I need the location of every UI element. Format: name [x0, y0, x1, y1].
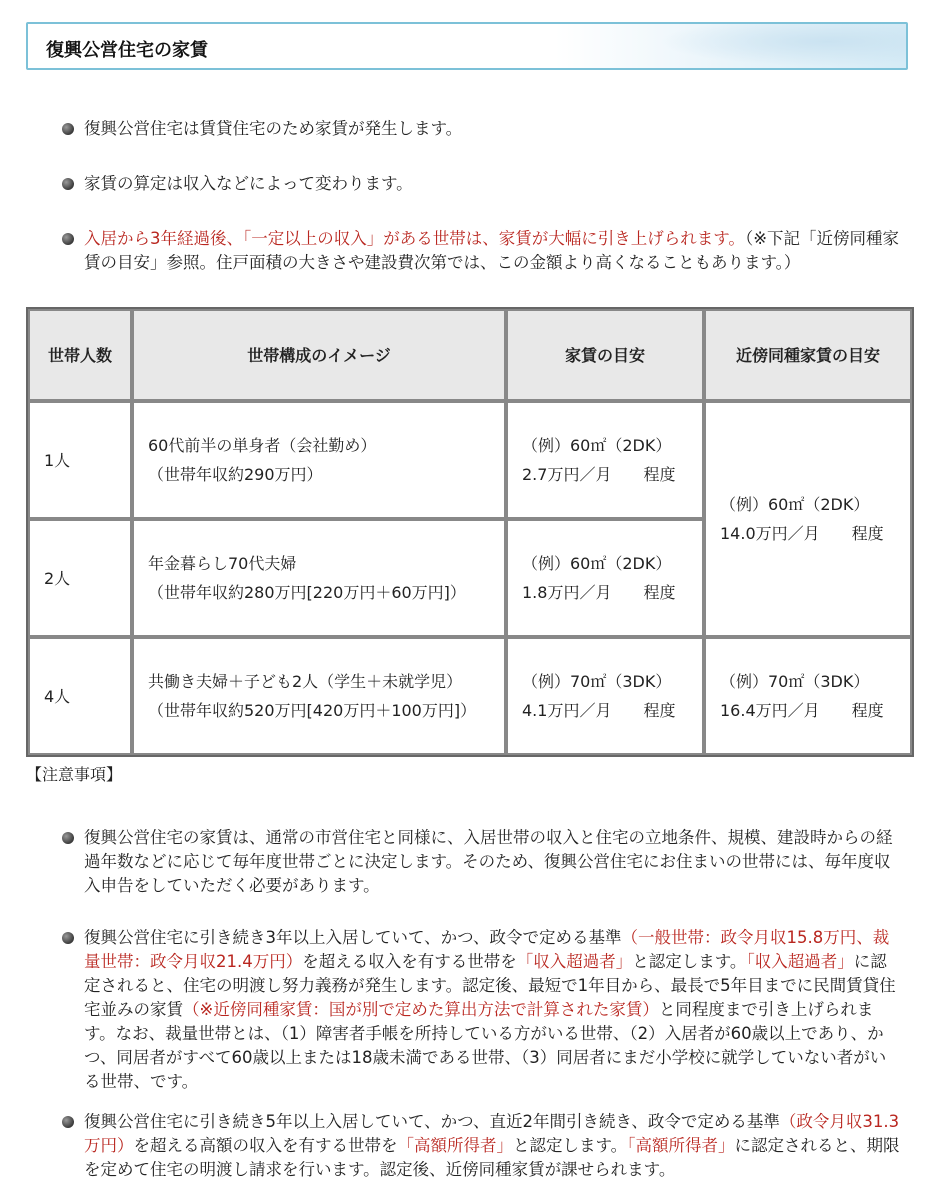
table-row	[28, 401, 912, 519]
table-row	[28, 637, 912, 755]
section-title-box	[26, 22, 908, 70]
intro-bullet-text	[84, 227, 902, 275]
highlight-text: （※近傍同種家賃：国が別で定めた算出方法で計算された家賃）	[183, 1000, 659, 1019]
table-header-row	[28, 309, 912, 401]
header-rent: 家賃の目安	[506, 309, 704, 401]
bullet-icon	[62, 932, 74, 944]
income-text: （世帯年収約290万円）	[148, 465, 323, 484]
body-text: と認定します。	[513, 1136, 628, 1155]
cell-rent: （例）60㎡（2DK）2.7万円／月 程度	[506, 401, 704, 519]
header-composition: 世帯構成のイメージ	[132, 309, 506, 401]
highlight-text: （一般世帯：政令月収15.8万円、裁量世帯：政令月収21.4万円）	[84, 928, 890, 971]
cell-composition	[132, 401, 506, 519]
header-persons: 世帯人数	[28, 309, 132, 401]
notice-label: 【注意事項】	[26, 765, 123, 784]
bullet-icon	[62, 123, 74, 135]
body-text: を超える高額の収入を有する世帯を	[133, 1136, 398, 1155]
body-text: に認定されると、住宅の明渡し努力義務が発生します。認定後、最短で1年目から、最長で5年目までに民間賃貸住宅並みの家賃	[84, 952, 896, 1019]
notice-bullet-text	[84, 1110, 902, 1182]
title-decoration	[646, 24, 906, 68]
body-text: 復興公営住宅に引き続き5年以上入居していて、かつ、直近2年間引き続き、政令で定める基準	[84, 1112, 780, 1131]
notice-bullet-text	[84, 926, 902, 1094]
bullet-icon	[62, 178, 74, 190]
cell-rent: （例）70㎡（3DK）4.1万円／月 程度	[506, 637, 704, 755]
intro-bullet-text: 家賃の算定は収入などによって変わります。	[84, 174, 413, 193]
income-text: （世帯年収約280万円[220万円＋60万円]）	[148, 583, 466, 602]
intro-bullet-text: 復興公営住宅は賃貸住宅のため家賃が発生します。	[84, 119, 463, 138]
header-nearby-rent: 近傍同種家賃の目安	[704, 309, 912, 401]
bullet-icon	[62, 832, 74, 844]
body-text: と同程度まで引き上げられます。なお、裁量世帯とは、（1）障害者手帳を所持している方がいる世帯、（2）入居者が60歳以上であり、かつ、同居者がすべて60歳以上または18歳未満である世帯、（3）同居者にまだ小学校に就学していない者がいる世帯、です。	[84, 1000, 887, 1091]
composition-text: 60代前半の単身者（会社勤め）	[148, 436, 377, 455]
highlight-text: （政令月収31.3万円）	[84, 1112, 900, 1155]
cell-persons: 1人	[28, 401, 132, 519]
body-text: を超える収入を有する世帯を	[302, 952, 517, 971]
highlight-text: 「収入超過者」	[746, 952, 854, 971]
income-text: （世帯年収約520万円[420万円＋100万円]）	[148, 701, 477, 720]
highlight-text: 入居から3年経過後、「一定以上の収入」がある世帯は、家賃が大幅に引き上げられます。	[84, 229, 745, 248]
body-text: に認定されると、期限を定めて住宅の明渡し請求を行います。認定後、近傍同種家賃が課せられます。	[84, 1136, 900, 1179]
cell-nearby-rent: （例）60㎡（2DK）14.0万円／月 程度	[704, 401, 912, 637]
bullet-icon	[62, 1116, 74, 1128]
cell-composition	[132, 519, 506, 637]
note-text: （※下記「近傍同種家賃の目安」参照。住戸面積の大きさや建設費次第では、この金額より高くなることもあります。）	[84, 229, 900, 272]
rent-table	[26, 307, 914, 757]
bullet-icon	[62, 233, 74, 245]
cell-nearby-rent: （例）70㎡（3DK）16.4万円／月 程度	[704, 637, 912, 755]
page-title: 復興公営住宅の家賃	[46, 40, 208, 61]
cell-composition	[132, 637, 506, 755]
body-text: 復興公営住宅の家賃は、通常の市営住宅と同様に、入居世帯の収入と住宅の立地条件、規模、建設時からの経過年数などに応じて毎年度世帯ごとに決定します。そのため、復興公営住宅にお住まいの世帯には、毎年度収入申告をしていただく必要があります。	[84, 828, 893, 895]
highlight-text: 「高額所得者」	[397, 1136, 513, 1155]
body-text: 復興公営住宅に引き続き3年以上入居していて、かつ、政令で定める基準	[84, 928, 622, 947]
cell-persons: 2人	[28, 519, 132, 637]
cell-rent: （例）60㎡（2DK）1.8万円／月 程度	[506, 519, 704, 637]
cell-persons: 4人	[28, 637, 132, 755]
highlight-text: 「収入超過者」	[516, 952, 633, 971]
highlight-text: 「高額所得者」	[627, 1136, 735, 1155]
notice-bullet-text	[84, 826, 902, 898]
composition-text: 年金暮らし70代夫婦	[148, 554, 297, 573]
body-text: と認定します。	[632, 952, 747, 971]
composition-text: 共働き夫婦＋子ども2人（学生＋未就学児）	[148, 672, 463, 691]
